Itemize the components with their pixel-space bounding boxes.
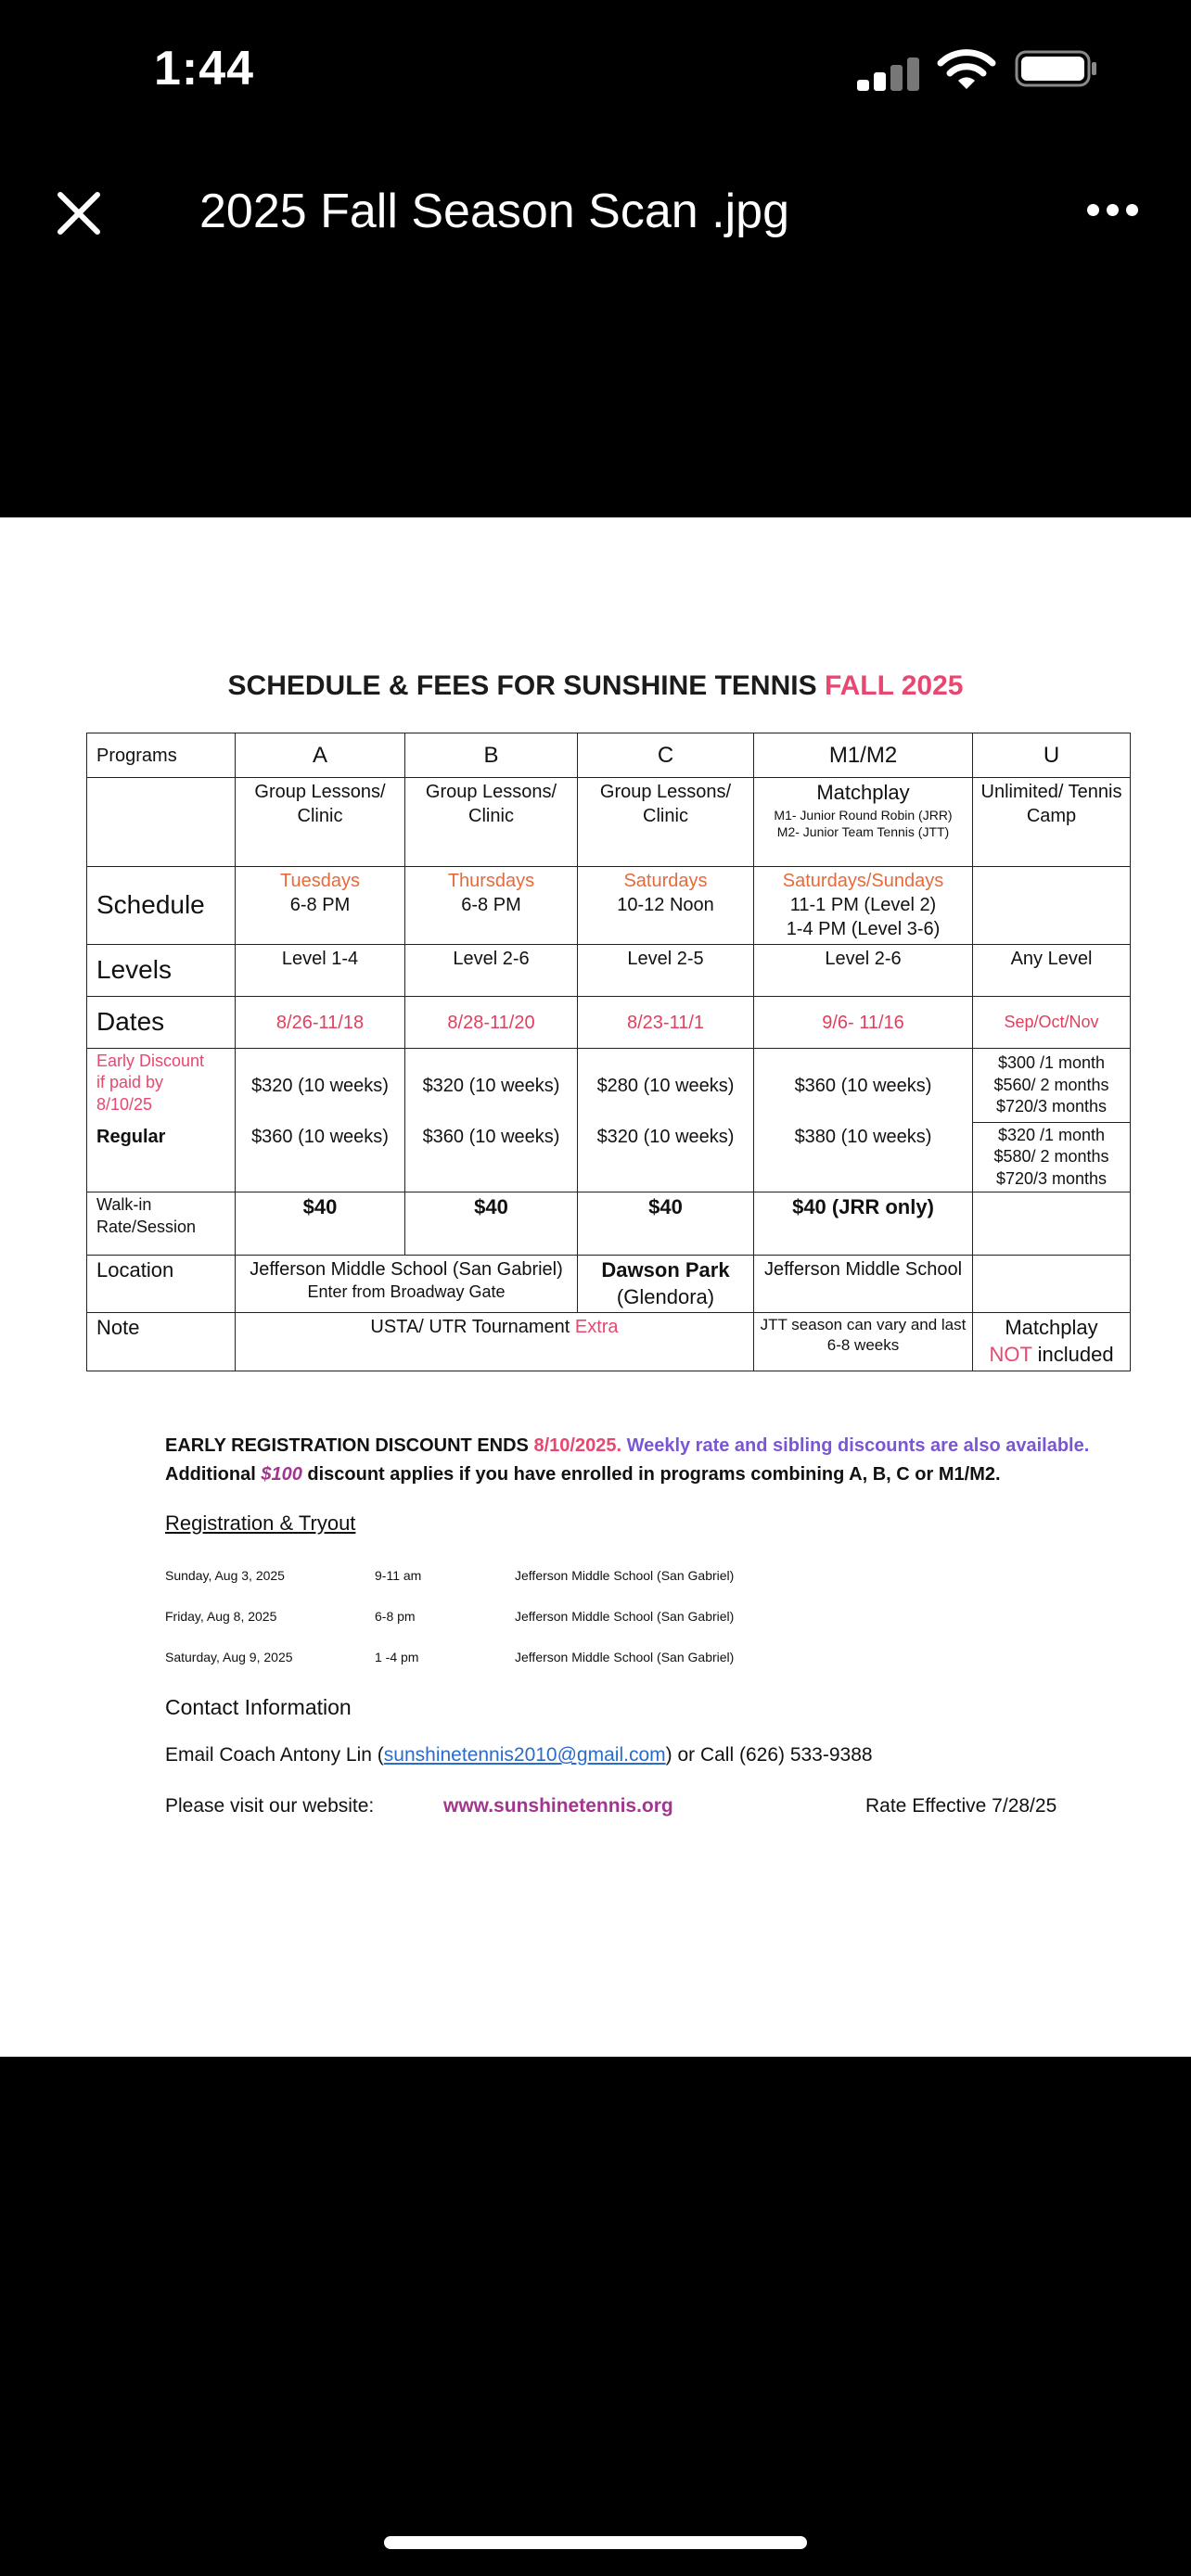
table-row (87, 778, 1131, 867)
schedule-table (86, 733, 1131, 1371)
wifi-icon (937, 48, 996, 91)
note-u (973, 1313, 1131, 1371)
close-icon[interactable] (51, 185, 107, 241)
schedule-day: Tuesdays (280, 871, 360, 891)
contact-text: Email Coach Antony Lin ( (165, 1744, 384, 1766)
column-header: C (578, 733, 754, 778)
price-line: $320 /1 month (997, 1126, 1106, 1144)
program-m-description (754, 778, 973, 867)
contact-line (165, 1744, 873, 1766)
early-discount-label (87, 1049, 236, 1123)
location-line: Enter from Broadway Gate (307, 1282, 506, 1302)
dates-a: 8/26-11/18 (236, 997, 405, 1049)
table-row (87, 733, 1131, 778)
note-text: USTA/ UTR Tournament (370, 1317, 570, 1338)
table-row (87, 1256, 1131, 1313)
notice-date: 8/10/2025. (533, 1435, 621, 1456)
early-discount-line: 8/10/25 (96, 1094, 153, 1114)
price-line: $720/3 months (995, 1097, 1108, 1116)
website-url: www.sunshinetennis.org (443, 1795, 673, 1817)
price-line: $580/ 2 months (993, 1147, 1109, 1167)
schedule-day: Thursdays (447, 871, 535, 891)
slot-time: 6-8 pm (375, 1609, 416, 1624)
schedule-a (236, 867, 405, 945)
slot-date: Saturday, Aug 9, 2025 (165, 1650, 293, 1664)
document-image (0, 517, 1191, 2057)
levels-c: Level 2-5 (578, 945, 754, 997)
m2-description: M2- Junior Team Tennis (JTT) (776, 823, 950, 839)
schedule-time: 6-8 PM (289, 895, 351, 915)
schedule-label: Schedule (87, 867, 236, 945)
website-line (165, 1795, 1139, 1823)
battery-icon (1015, 50, 1098, 87)
regular-label: Regular (87, 1123, 236, 1192)
price-line: $300 /1 month (997, 1053, 1106, 1073)
dates-c: 8/23-11/1 (578, 997, 754, 1049)
regular-price-a: $360 (10 weeks) (236, 1123, 405, 1192)
location-u (973, 1256, 1131, 1313)
table-row (87, 1192, 1131, 1256)
note-not: NOT (989, 1342, 1032, 1366)
price-line: $720/3 months (995, 1168, 1108, 1188)
dates-b: 8/28-11/20 (405, 997, 578, 1049)
document-title-main: SCHEDULE & FEES FOR SUNSHINE TENNIS (227, 670, 817, 701)
slot-place: Jefferson Middle School (San Gabriel) (515, 1650, 735, 1664)
email-link[interactable]: sunshinetennis2010@gmail.com (383, 1744, 666, 1766)
early-registration-notice (165, 1435, 1130, 1486)
walkin-label-line: Walk-in (96, 1195, 152, 1215)
notice-text: Additional (165, 1464, 256, 1485)
note-extra: Extra (574, 1317, 619, 1338)
levels-m: Level 2-6 (754, 945, 973, 997)
schedule-time: 6-8 PM (461, 895, 521, 915)
rate-effective: Rate Effective 7/28/25 (865, 1795, 1057, 1817)
note-abc (236, 1313, 754, 1371)
program-c-description: Group Lessons/ Clinic (578, 778, 754, 867)
dates-u: Sep/Oct/Nov (973, 997, 1131, 1049)
program-u-description: Unlimited/ Tennis Camp (973, 778, 1131, 867)
m1-description: M1- Junior Round Robin (JRR) (774, 807, 953, 823)
schedule-time: 11-1 PM (Level 2) (789, 895, 937, 915)
location-line: (Glendora) (616, 1284, 715, 1308)
programs-label: Programs (87, 733, 236, 778)
empty-cell (87, 778, 236, 867)
note-line: included (1037, 1342, 1114, 1366)
early-price-m: $360 (10 weeks) (754, 1049, 973, 1123)
registration-heading: Registration & Tryout (165, 1511, 356, 1535)
walkin-c: $40 (578, 1192, 754, 1256)
table-row (87, 1049, 1131, 1123)
location-m: Jefferson Middle School (754, 1256, 973, 1313)
column-header: M1/M2 (754, 733, 973, 778)
levels-a: Level 1-4 (236, 945, 405, 997)
column-header: B (405, 733, 578, 778)
schedule-day: Saturdays/Sundays (782, 871, 944, 891)
location-label: Location (87, 1256, 236, 1313)
regular-price-u (973, 1123, 1131, 1192)
early-discount-line: if paid by (96, 1073, 164, 1092)
schedule-time: 10-12 Noon (617, 895, 714, 915)
slot-time: 9-11 am (375, 1568, 422, 1583)
walkin-a: $40 (236, 1192, 405, 1256)
home-indicator[interactable] (384, 2536, 807, 2549)
program-a-description: Group Lessons/ Clinic (236, 778, 405, 867)
slot-date: Sunday, Aug 3, 2025 (165, 1568, 285, 1583)
early-price-c: $280 (10 weeks) (578, 1049, 754, 1123)
program-b-description: Group Lessons/ Clinic (405, 778, 578, 867)
notice-text: discount applies if you have enrolled in programs combining A, B, C or M1/M2. (307, 1464, 1001, 1485)
file-title: 2025 Fall Season Scan .jpg (199, 185, 789, 238)
early-discount-line: Early Discount (96, 1052, 205, 1070)
regular-price-c: $320 (10 weeks) (578, 1123, 754, 1192)
table-row (87, 867, 1131, 945)
regular-price-b: $360 (10 weeks) (405, 1123, 578, 1192)
location-ab (236, 1256, 578, 1313)
more-options-icon[interactable] (1085, 204, 1141, 223)
cellular-signal-icon (857, 54, 922, 91)
column-header: U (973, 733, 1131, 778)
schedule-c (578, 867, 754, 945)
status-bar (0, 0, 1191, 139)
matchplay-label: Matchplay (816, 781, 910, 804)
schedule-day: Saturdays (623, 871, 708, 891)
early-price-u (973, 1049, 1131, 1123)
table-row (87, 1123, 1131, 1192)
status-time: 1:44 (154, 42, 255, 96)
contact-heading: Contact Information (165, 1695, 352, 1719)
notice-text: EARLY REGISTRATION DISCOUNT ENDS (165, 1435, 529, 1456)
notice-text: Weekly rate and sibling discounts are also available. (626, 1435, 1090, 1456)
column-header: A (236, 733, 405, 778)
levels-u: Any Level (973, 945, 1131, 997)
early-price-a: $320 (10 weeks) (236, 1049, 405, 1123)
viewer-header (0, 148, 1191, 269)
slot-date: Friday, Aug 8, 2025 (165, 1609, 277, 1624)
location-c (578, 1256, 754, 1313)
notice-amount: $100 (261, 1464, 302, 1485)
walkin-m: $40 (JRR only) (754, 1192, 973, 1256)
walkin-u (973, 1192, 1131, 1256)
contact-text: ) or Call (626) 533-9388 (665, 1744, 873, 1766)
note-m: JTT season can vary and last 6-8 weeks (754, 1313, 973, 1371)
walkin-b: $40 (405, 1192, 578, 1256)
document-title (0, 670, 1191, 702)
regular-price-m: $380 (10 weeks) (754, 1123, 973, 1192)
document-title-season: FALL 2025 (824, 670, 964, 701)
schedule-b (405, 867, 578, 945)
location-line: Jefferson Middle School (San Gabriel) (250, 1259, 563, 1281)
note-line: Matchplay (1005, 1316, 1098, 1340)
walkin-label (87, 1192, 236, 1256)
schedule-time: 1-4 PM (Level 3-6) (786, 919, 941, 939)
slot-place: Jefferson Middle School (San Gabriel) (515, 1568, 735, 1583)
table-row (87, 1313, 1131, 1371)
levels-b: Level 2-6 (405, 945, 578, 997)
website-label: Please visit our website: (165, 1795, 375, 1817)
schedule-m (754, 867, 973, 945)
dates-m: 9/6- 11/16 (754, 997, 973, 1049)
table-row (87, 945, 1131, 997)
dates-label: Dates (87, 997, 236, 1049)
levels-label: Levels (87, 945, 236, 997)
slot-place: Jefferson Middle School (San Gabriel) (515, 1609, 735, 1624)
note-label: Note (87, 1313, 236, 1371)
early-price-b: $320 (10 weeks) (405, 1049, 578, 1123)
walkin-label-line: Rate/Session (96, 1217, 197, 1236)
price-line: $560/ 2 months (993, 1075, 1109, 1094)
table-row (87, 997, 1131, 1049)
slot-time: 1 -4 pm (375, 1650, 419, 1664)
schedule-u (973, 867, 1131, 945)
location-line: Dawson Park (601, 1258, 730, 1282)
